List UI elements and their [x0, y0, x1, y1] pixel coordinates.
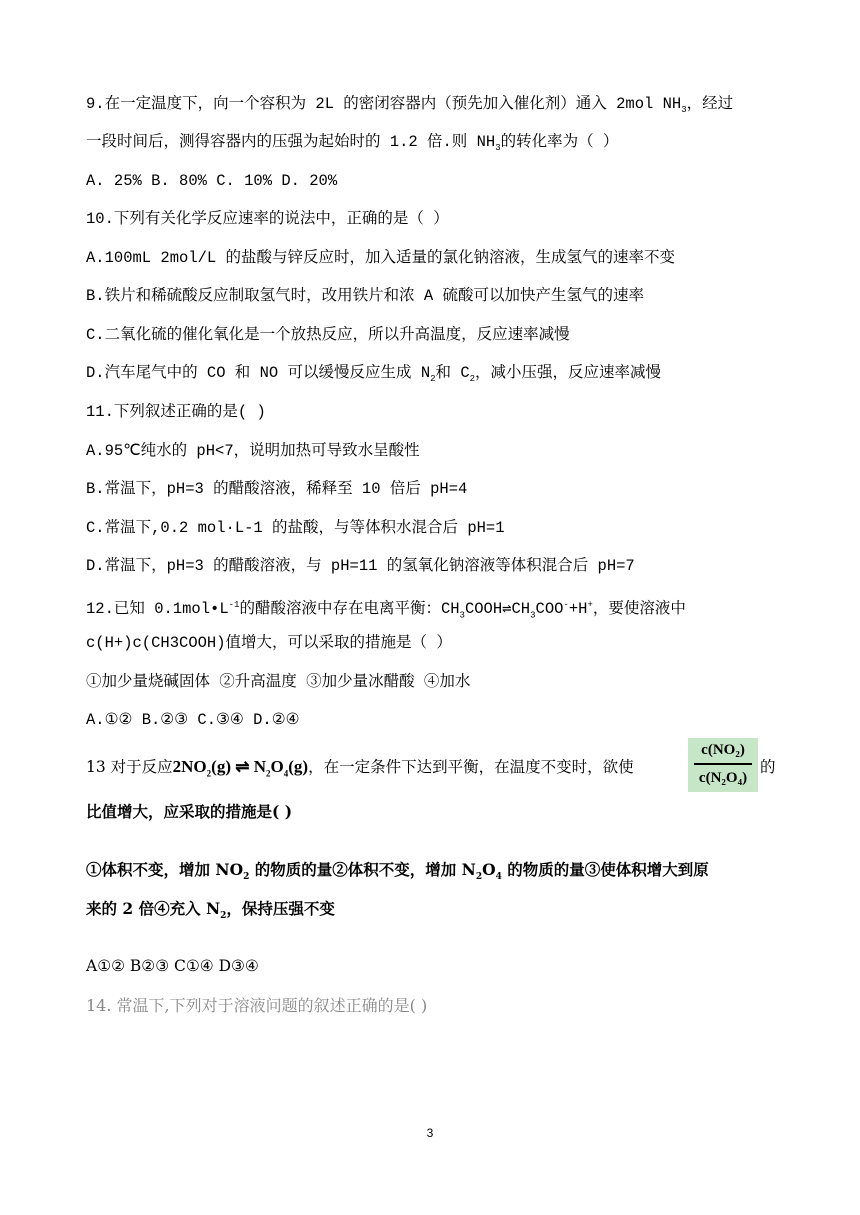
- q9-options: A. 25% B. 80% C. 10% D. 20%: [86, 172, 338, 190]
- q11-option-b: B.常温下，pH=3 的醋酸溶液，稀释至 10 倍后 pH=4: [86, 480, 468, 498]
- q10-option-a: A.100mL 2mol/L 的盐酸与锌反应时，加入适量的氯化钠溶液，生成氢气的速率不变: [86, 249, 676, 267]
- q13-stem-end: 的: [760, 758, 776, 776]
- q10-option-b: B.铁片和稀硫酸反应制取氢气时，改用铁片和浓 A 硫酸可以加快产生氢气的速率: [86, 287, 645, 305]
- q12-measures: ①加少量烧碱固体 ②升高温度 ③加少量冰醋酸 ④加水: [86, 673, 471, 691]
- q13-measures-line1: ①体积不变，增加 $NO_2$ 的物质的量②体积不变，增加 $N_2O_4$ 的物质的量③使体积增大到原: [86, 860, 709, 883]
- q10-option-d: D.汽车尾气中的 CO 和 NO 可以缓慢反应生成 $N_2$和 $C_2$，减小压强，反应速率减慢: [86, 364, 662, 385]
- q12-stem: 12.已知 $0.1mol•L^{-1}$的醋酸溶液中存在电离平衡：$CH_3COOH\rightleftharpoons CH_3COO^-+H^+$，要使溶液中: [86, 600, 686, 621]
- fraction-bar: [694, 763, 752, 765]
- q13-measures-line2: 来的 2 倍④充入 $N_2$，保持压强不变: [86, 899, 335, 922]
- q13-line2: 比值增大，应采取的措施是( ): [86, 802, 293, 821]
- q12-options: A.①② B.②③ C.③④ D.②④: [86, 711, 300, 729]
- q12-line2: c(H+)c(CH3COOH)值增大，可以采取的措施是（ ）: [86, 634, 452, 652]
- q10-stem: 10.下列有关化学反应速率的说法中，正确的是（ ）: [86, 210, 449, 228]
- q13-fraction-image: [688, 738, 758, 792]
- q9-line2: 一段时间后，测得容器内的压强为起始时的 1.2 倍.则 $NH_3$的转化率为（ ）: [86, 133, 619, 154]
- page-number: 3: [426, 1126, 434, 1140]
- fraction-denominator: c(N₂O₄): [698, 770, 748, 786]
- q13-reaction: $2NO_2(g)$ ⇌ $N_2O_4(g)$: [172, 757, 309, 779]
- q10-option-c: C.二氧化硫的催化氧化是一个放热反应，所以升高温度，反应速率减慢: [86, 326, 570, 344]
- q11-stem: 11.下列叙述正确的是( ): [86, 403, 266, 421]
- q14-stem: 14. 常温下,下列对于溶液问题的叙述正确的是( ): [86, 996, 428, 1015]
- q11-option-c: C.常温下,0.2 mol·L-1 的盐酸，与等体积水混合后 pH=1: [86, 519, 505, 537]
- q11-option-d: D.常温下，pH=3 的醋酸溶液，与 pH=11 的氢氧化钠溶液等体积混合后 pH=7: [86, 557, 635, 575]
- q11-option-a: A.95℃纯水的 pH<7，说明加热可导致水呈酸性: [86, 442, 420, 460]
- q13-stem: 13 对于反应$2NO_2(g)$ ⇌ $N_2O_4(g)$，在一定条件下达到平衡，在温度不变时，欲使: [86, 757, 634, 779]
- q13-options: A①② B②③ C①④ D③④: [86, 957, 259, 975]
- fraction-numerator: c(NO₂): [701, 742, 745, 758]
- q9-line1: 9.在一定温度下，向一个容积为 2L 的密闭容器内（预先加入催化剂）通入 2mol $NH_3$，经过: [86, 95, 734, 116]
